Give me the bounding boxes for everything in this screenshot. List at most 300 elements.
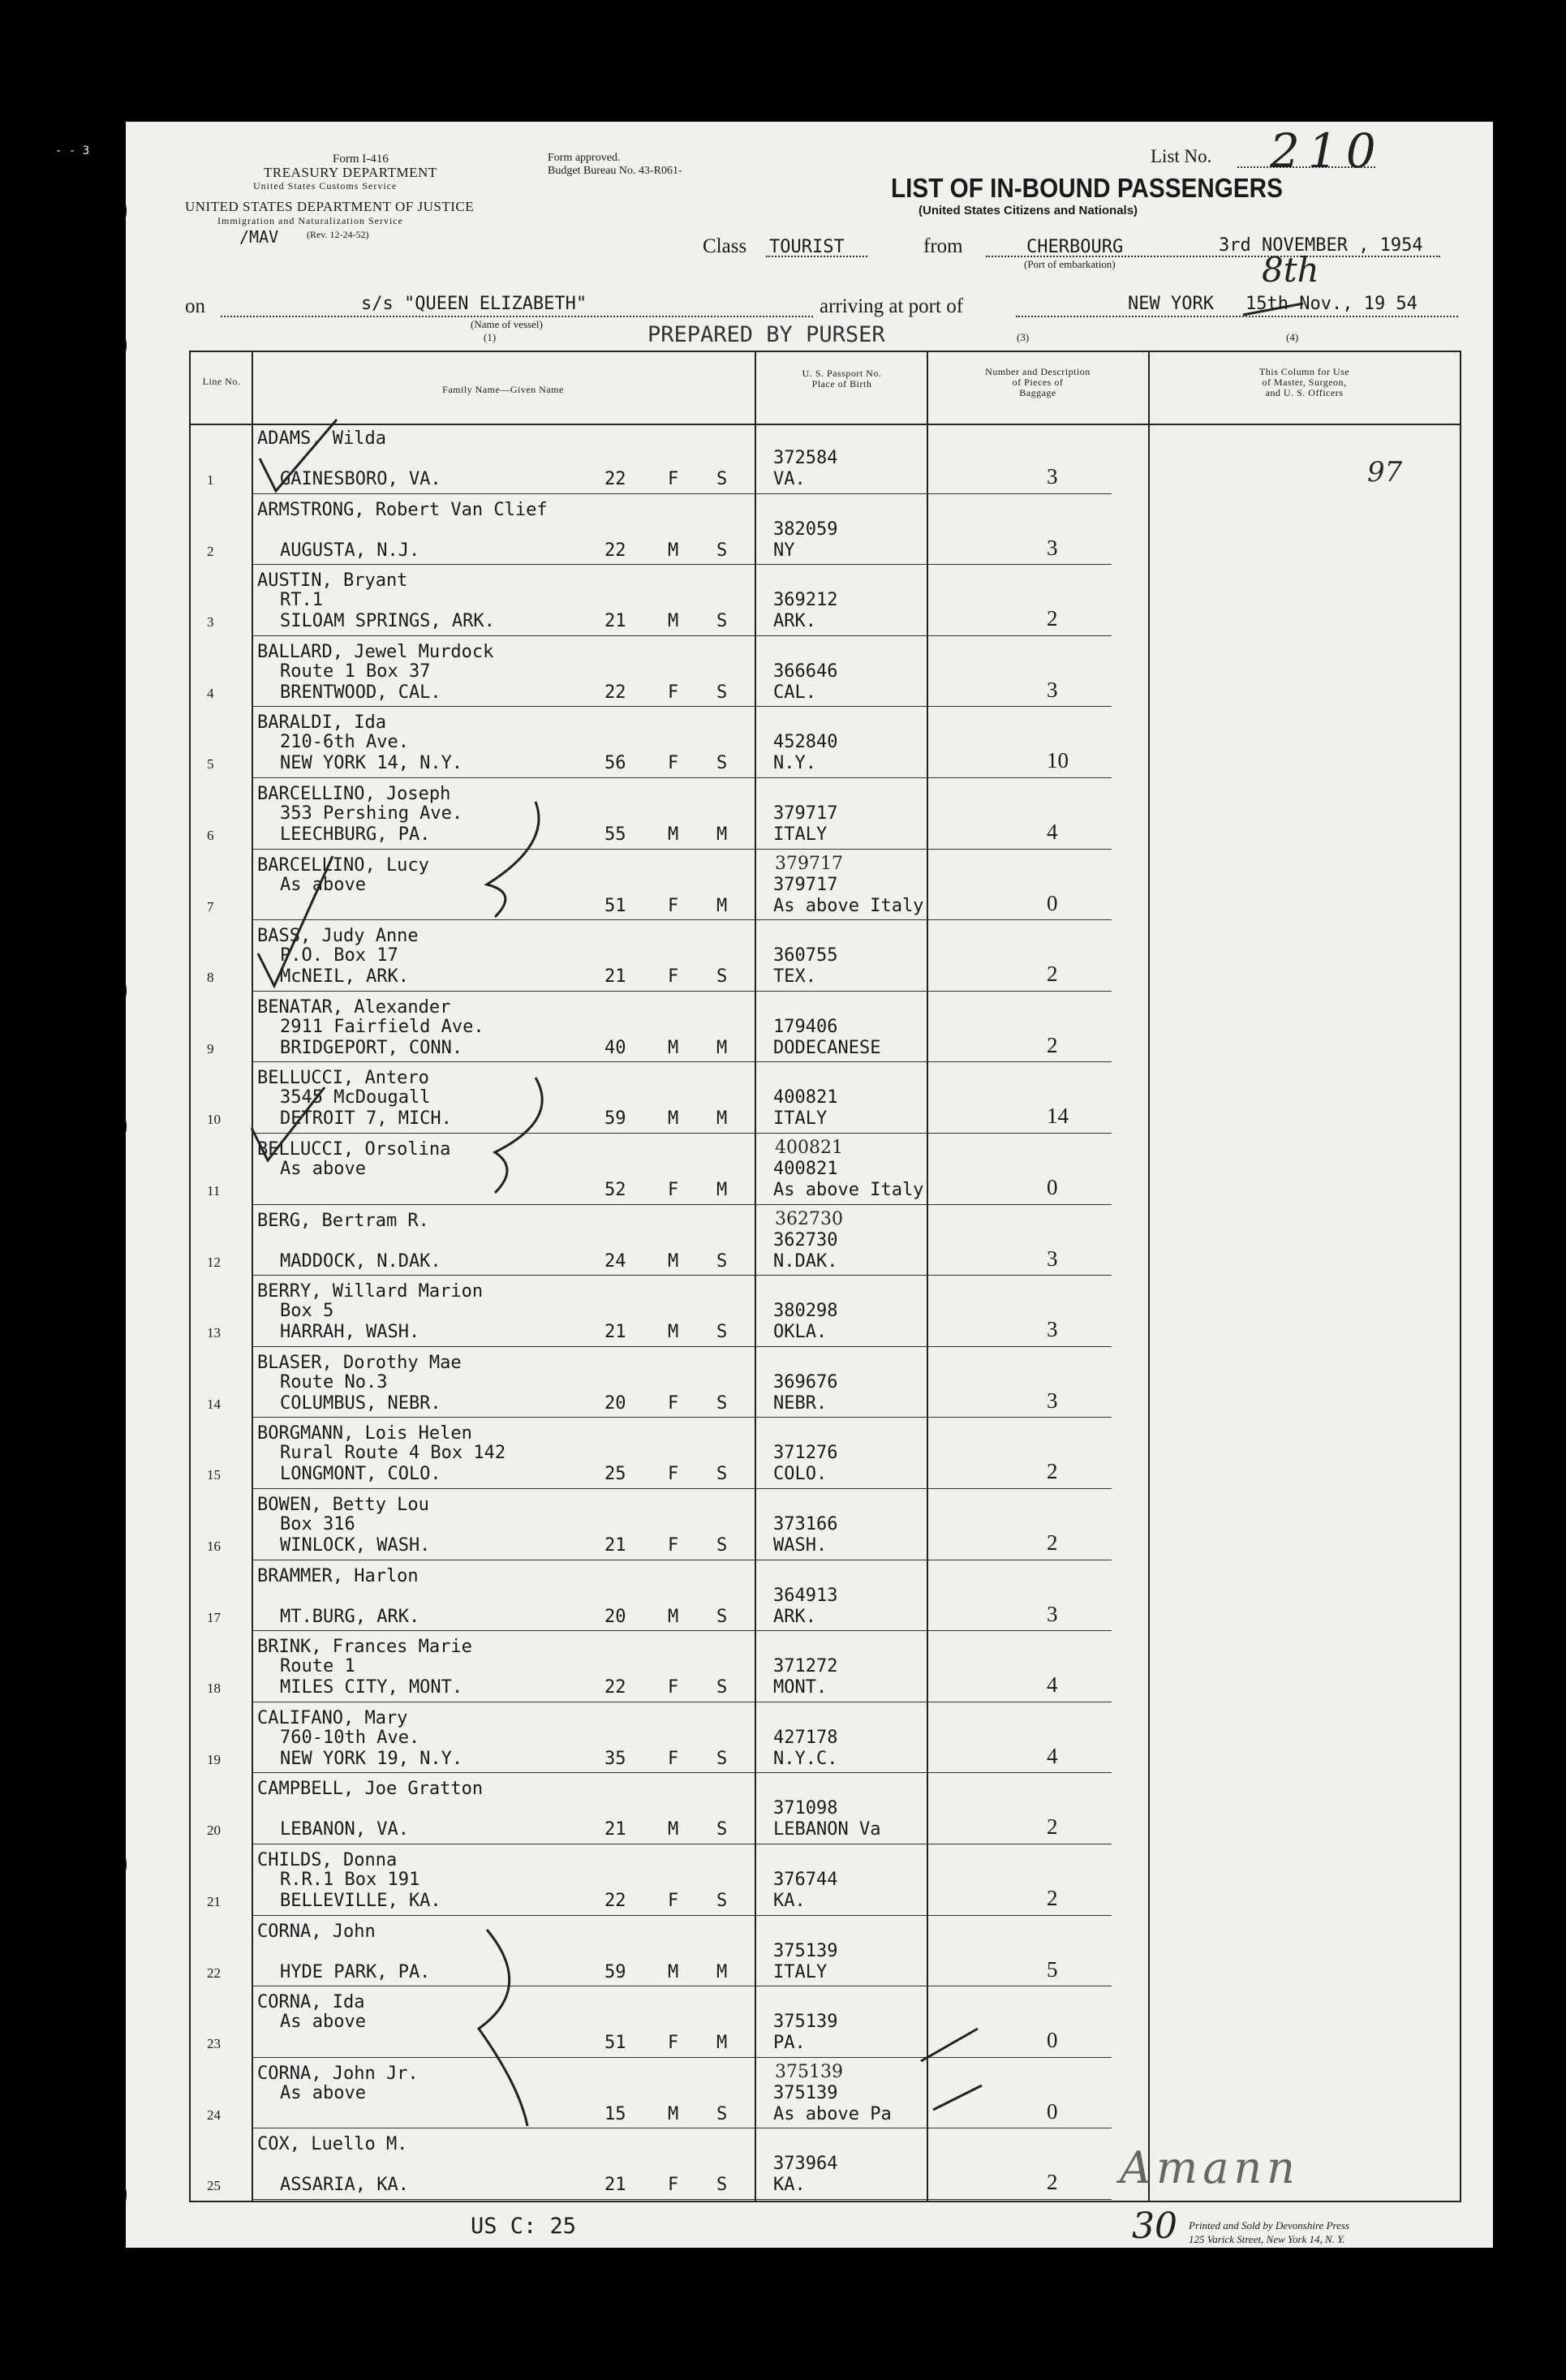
address-line2: LEECHBURG, PA. xyxy=(280,824,431,845)
passenger-name: BARCELLINO, Joseph xyxy=(257,784,451,804)
line-number: 18 xyxy=(207,1681,221,1697)
header-passport xyxy=(759,368,925,389)
port-of-embarkation: CHERBOURG xyxy=(1026,237,1124,257)
punch-hole xyxy=(89,1104,127,1149)
line-number: 1 xyxy=(207,472,214,488)
line-number: 23 xyxy=(207,2036,221,2052)
header-line-no: Line No. xyxy=(202,376,241,387)
check-mark xyxy=(252,848,341,994)
marital-status: S xyxy=(716,1392,728,1414)
place-of-birth: As above Italy xyxy=(773,1180,924,1200)
table-row xyxy=(191,2059,1460,2129)
place-of-birth: N.DAK. xyxy=(773,1250,838,1272)
row-divider xyxy=(252,1204,1112,1205)
address-line2: LEBANON, VA. xyxy=(280,1819,409,1840)
passport-number: 375139 xyxy=(773,1940,838,1961)
marital-status: S xyxy=(716,1535,728,1556)
table-row xyxy=(191,1206,1460,1276)
place-of-birth: ITALY xyxy=(773,824,828,845)
passport-number: 371276 xyxy=(773,1443,838,1464)
passenger-name: BRINK, Frances Marie xyxy=(257,1637,472,1658)
line-number: 7 xyxy=(207,898,214,915)
baggage-count: 3 xyxy=(1047,464,1058,488)
place-of-birth: VA. xyxy=(773,469,806,489)
table-row xyxy=(191,1987,1460,2058)
table-row xyxy=(191,1418,1460,1489)
line-number: 14 xyxy=(207,1396,221,1412)
baggage-count: 2 xyxy=(1047,2170,1058,2195)
baggage-count: 0 xyxy=(1047,1175,1058,1199)
address-line2: HARRAH, WASH. xyxy=(280,1322,420,1343)
passenger-name: CHILDS, Donna xyxy=(257,1850,398,1870)
sex: M xyxy=(668,824,679,845)
marital-status: S xyxy=(716,753,728,774)
form-approved: Form approved. xyxy=(548,152,621,164)
passenger-name: BELLUCCI, Orsolina xyxy=(257,1139,451,1160)
sex: M xyxy=(668,1322,679,1343)
table-row xyxy=(191,779,1460,850)
baggage-count: 4 xyxy=(1047,820,1058,844)
marital-status: S xyxy=(716,1322,728,1343)
place-of-birth: As above Pa xyxy=(773,2103,892,2124)
column-ref-3: (3) xyxy=(1017,331,1030,343)
punch-hole xyxy=(89,968,127,1014)
age: 15 xyxy=(604,2103,626,2124)
line-number: 12 xyxy=(207,1254,221,1270)
address-line1: 210-6th Ave. xyxy=(280,732,409,753)
sex: F xyxy=(668,1535,679,1556)
marital-status: M xyxy=(716,824,728,845)
row-divider xyxy=(252,1630,1112,1631)
marital-status: M xyxy=(716,1108,728,1130)
age: 55 xyxy=(604,824,626,845)
arriving-label: arriving at port of xyxy=(820,295,964,317)
sex: M xyxy=(668,611,679,632)
passenger-name: BRAMMER, Harlon xyxy=(257,1565,419,1586)
passport-number: 366646 xyxy=(773,661,838,682)
header-name: Family Name—Given Name xyxy=(442,384,564,395)
prepared-by: PREPARED BY PURSER xyxy=(647,322,885,347)
list-no-value: 210 xyxy=(1270,123,1384,179)
address-line1: Box 5 xyxy=(280,1301,334,1322)
table-row xyxy=(191,637,1460,708)
baggage-count: 10 xyxy=(1047,748,1069,773)
bracket-mark xyxy=(462,1071,560,1201)
address-line1: As above xyxy=(280,2082,366,2103)
age: 35 xyxy=(604,1748,626,1769)
address-line2: DETROIT 7, MICH. xyxy=(280,1108,452,1130)
marital-status: S xyxy=(716,682,728,703)
address-line2: BRENTWOOD, CAL. xyxy=(280,682,441,703)
age: 22 xyxy=(604,540,626,561)
vessel-name: s/s "QUEEN ELIZABETH" xyxy=(361,294,587,314)
row-divider xyxy=(252,1133,1112,1134)
table-row xyxy=(191,1703,1460,1774)
age: 56 xyxy=(604,753,626,774)
header-officers-line2: of Master, Surgeon, xyxy=(1262,377,1347,388)
place-of-birth: ITALY xyxy=(773,1108,828,1130)
row-divider xyxy=(252,1915,1112,1916)
place-of-birth: WASH. xyxy=(773,1535,828,1556)
citizen-total: US C: 25 xyxy=(471,2214,577,2239)
sex: M xyxy=(668,1250,679,1272)
row-divider xyxy=(252,849,1112,850)
handwritten-passport: 400821 xyxy=(775,1138,843,1158)
baggage-count: 0 xyxy=(1047,2098,1058,2124)
address-line1: R.R.1 Box 191 xyxy=(280,1870,420,1890)
place-of-birth: CAL. xyxy=(773,682,816,703)
sex: F xyxy=(668,2033,679,2054)
place-of-birth: COLO. xyxy=(773,1464,828,1485)
age: 22 xyxy=(604,682,626,703)
address-line1: 3545 McDougall xyxy=(280,1087,431,1108)
marital-status: S xyxy=(716,540,728,561)
marital-status: S xyxy=(716,966,728,988)
passenger-name: ARMSTRONG, Robert Van Clief xyxy=(257,499,548,520)
marital-status: S xyxy=(716,469,728,489)
address-line1: P.O. Box 17 xyxy=(280,945,398,966)
passport-number: 373166 xyxy=(773,1514,838,1534)
line-number: 15 xyxy=(207,1467,221,1483)
header-passport-line2: Place of Birth xyxy=(811,378,872,389)
line-number: 5 xyxy=(207,756,214,773)
handwritten-passport: 375139 xyxy=(775,2061,843,2082)
place-of-birth: ARK. xyxy=(773,611,816,632)
stamp-number: 30 xyxy=(1132,2206,1177,2247)
address-line2: MILES CITY, MONT. xyxy=(280,1677,463,1698)
table-row xyxy=(191,566,1460,636)
place-of-birth: As above Italy xyxy=(773,895,924,916)
baggage-count: 5 xyxy=(1047,1956,1058,1982)
age: 24 xyxy=(604,1250,626,1272)
age: 20 xyxy=(604,1392,626,1414)
arrival-date: 15th Nov., 19 54 xyxy=(1245,294,1418,314)
line-number: 13 xyxy=(207,1325,221,1341)
address-line1: Box 316 xyxy=(280,1514,355,1534)
passport-number: 372584 xyxy=(773,448,838,468)
age: 51 xyxy=(604,895,626,916)
on-label: on xyxy=(185,295,205,317)
address-line2: NEW YORK 14, N.Y. xyxy=(280,753,463,774)
address-line2: GAINESBORO, VA. xyxy=(280,469,441,489)
check-mark xyxy=(929,2081,986,2114)
header-baggage xyxy=(929,367,1147,398)
line-number: 10 xyxy=(207,1112,221,1128)
from-label: from xyxy=(923,235,963,257)
place-of-birth: NEBR. xyxy=(773,1392,828,1414)
marital-status: M xyxy=(716,1180,728,1200)
place-of-birth: PA. xyxy=(773,2033,806,2054)
age: 21 xyxy=(604,966,626,988)
sex: F xyxy=(668,966,679,988)
address-line1: As above xyxy=(280,874,366,895)
justice-dept: UNITED STATES DEPARTMENT OF JUSTICE xyxy=(185,199,475,214)
sex: F xyxy=(668,1464,679,1485)
dept-name: TREASURY DEPARTMENT xyxy=(264,165,437,180)
marital-status: S xyxy=(716,1891,728,1911)
row-divider xyxy=(252,1061,1112,1062)
marital-status: S xyxy=(716,2103,728,2124)
passport-number: 452840 xyxy=(773,732,838,753)
table-row xyxy=(191,1490,1460,1560)
passenger-name: CORNA, John xyxy=(257,1921,376,1942)
baggage-count: 3 xyxy=(1047,535,1058,560)
header-passport-line1: U. S. Passport No. xyxy=(802,368,882,379)
table-row xyxy=(191,921,1460,992)
age: 21 xyxy=(604,611,626,632)
address-line1: Route 1 xyxy=(280,1656,355,1677)
punch-hole xyxy=(89,188,127,234)
column-ref-4: (4) xyxy=(1286,331,1299,343)
table-row xyxy=(191,1276,1460,1347)
marital-status: M xyxy=(716,895,728,916)
address-line2: BELLEVILLE, KA. xyxy=(280,1891,441,1911)
baggage-count: 0 xyxy=(1047,890,1058,915)
row-divider xyxy=(252,991,1112,992)
age: 22 xyxy=(604,1891,626,1911)
place-of-birth: KA. xyxy=(773,1891,806,1911)
sex: M xyxy=(668,1606,679,1627)
baggage-count: 2 xyxy=(1047,1886,1058,1910)
baggage-count: 3 xyxy=(1047,677,1058,702)
baggage-count: 14 xyxy=(1047,1104,1069,1129)
row-divider xyxy=(252,2057,1112,2058)
check-mark xyxy=(243,1071,333,1168)
marital-status: S xyxy=(716,1819,728,1840)
passport-number: 379717 xyxy=(773,803,838,824)
address-line1: As above xyxy=(280,1159,366,1179)
header-officers xyxy=(1152,367,1456,398)
passenger-name: BLASER, Dorothy Mae xyxy=(257,1352,462,1373)
place-of-birth: N.Y. xyxy=(773,753,816,774)
line-number: 20 xyxy=(207,1823,221,1839)
check-mark xyxy=(917,2025,982,2065)
marital-status: S xyxy=(716,611,728,632)
address-line2: ASSARIA, KA. xyxy=(280,2175,409,2196)
row-divider xyxy=(252,706,1112,707)
sex: M xyxy=(668,540,679,561)
passenger-name: BARALDI, Ida xyxy=(257,712,386,734)
passport-number: 380298 xyxy=(773,1301,838,1322)
line-number: 11 xyxy=(207,1183,221,1199)
age: 21 xyxy=(604,1819,626,1840)
passport-number: 400821 xyxy=(773,1159,838,1179)
table-row xyxy=(191,708,1460,778)
budget-bureau: Budget Bureau No. 43-R061- xyxy=(548,165,682,177)
address-line2: MT.BURG, ARK. xyxy=(280,1606,420,1627)
marital-status: S xyxy=(716,2175,728,2196)
header-baggage-line2: of Pieces of xyxy=(1012,377,1064,388)
line-number: 9 xyxy=(207,1040,214,1057)
line-number: 8 xyxy=(207,970,214,986)
table-row xyxy=(191,1348,1460,1418)
sex: M xyxy=(668,1819,679,1840)
list-no-label: List No. xyxy=(1151,146,1212,166)
sex: F xyxy=(668,753,679,774)
row-divider xyxy=(252,635,1112,636)
departure-date: 3rd NOVEMBER , 1954 xyxy=(1219,235,1423,256)
revision: (Rev. 12-24-52) xyxy=(307,229,369,240)
sex: M xyxy=(668,1108,679,1130)
passport-number: 369212 xyxy=(773,590,838,611)
sex: F xyxy=(668,682,679,703)
form-number: Form I-416 xyxy=(333,153,389,166)
table-row xyxy=(191,495,1460,566)
row-divider xyxy=(252,493,1112,494)
table-row xyxy=(191,850,1460,921)
passport-number: 379717 xyxy=(773,874,838,895)
passenger-name: CORNA, Ida xyxy=(257,1992,365,2013)
marital-status: S xyxy=(716,1606,728,1627)
passport-number: 369676 xyxy=(773,1371,838,1392)
line-number: 2 xyxy=(207,543,214,559)
place-of-birth: KA. xyxy=(773,2175,806,2196)
sex: F xyxy=(668,895,679,916)
passenger-table xyxy=(189,351,1461,2202)
row-divider xyxy=(252,2199,1112,2200)
printer-line1: Printed and Sold by Devonshire Press xyxy=(1189,2219,1349,2232)
baggage-count: 4 xyxy=(1047,1743,1058,1768)
place-of-birth: ITALY xyxy=(773,1961,828,1982)
age: 25 xyxy=(604,1464,626,1485)
passport-number: 375139 xyxy=(773,2082,838,2103)
passport-number: 373964 xyxy=(773,2154,838,2175)
line-number: 24 xyxy=(207,2107,221,2123)
line-number: 3 xyxy=(207,614,214,631)
customs-name: United States Customs Service xyxy=(253,180,398,192)
age: 21 xyxy=(604,1535,626,1556)
age: 20 xyxy=(604,1606,626,1627)
class-label: Class xyxy=(703,235,747,257)
address-line1: Rural Route 4 Box 142 xyxy=(280,1443,506,1464)
age: 21 xyxy=(604,1322,626,1343)
passport-number: 364913 xyxy=(773,1585,838,1606)
age: 22 xyxy=(604,1677,626,1698)
passenger-name: AUSTIN, Bryant xyxy=(257,570,408,592)
baggage-count: 0 xyxy=(1047,2028,1058,2053)
strike-mark xyxy=(1241,297,1306,321)
passport-number: 371272 xyxy=(773,1656,838,1677)
class-value: TOURIST xyxy=(769,237,845,257)
address-line2: COLUMBUS, NEBR. xyxy=(280,1392,441,1414)
header-officers-line3: and U. S. Officers xyxy=(1265,387,1344,398)
passenger-name: CAMPBELL, Joe Gratton xyxy=(257,1779,484,1800)
port-caption: (Port of embarkation) xyxy=(1024,258,1116,270)
table-row xyxy=(191,424,1460,494)
place-of-birth: TEX. xyxy=(773,966,816,988)
address-line2: AUGUSTA, N.J. xyxy=(280,540,420,561)
handwritten-passport: 379717 xyxy=(775,853,843,874)
sex: M xyxy=(668,2103,679,2124)
line-number: 19 xyxy=(207,1751,221,1767)
punch-hole xyxy=(89,2172,127,2218)
address-line1: Route No.3 xyxy=(280,1371,388,1392)
sex: F xyxy=(668,2175,679,2196)
baggage-count: 2 xyxy=(1047,962,1058,987)
passenger-name: CORNA, John Jr. xyxy=(257,2063,419,2084)
sex: M xyxy=(668,1961,679,1982)
column-ref-1: (1) xyxy=(484,331,497,343)
passport-number: 179406 xyxy=(773,1016,838,1037)
line-number: 17 xyxy=(207,1609,221,1625)
table-row xyxy=(191,1774,1460,1844)
place-of-birth: DODECANESE xyxy=(773,1037,881,1058)
sex: F xyxy=(668,1392,679,1414)
place-of-birth: OKLA. xyxy=(773,1322,828,1343)
bracket-mark xyxy=(471,1923,552,2134)
sex: F xyxy=(668,1891,679,1911)
age: 52 xyxy=(604,1180,626,1200)
age: 21 xyxy=(604,2175,626,2196)
table-row xyxy=(191,1063,1460,1134)
page-title: LIST OF IN-BOUND PASSENGERS xyxy=(891,173,1283,203)
header-officers-line1: This Column for Use xyxy=(1258,366,1350,377)
age: 51 xyxy=(604,2033,626,2054)
passenger-name: BASS, Judy Anne xyxy=(257,926,419,947)
baggage-count: 2 xyxy=(1047,1032,1058,1057)
passport-number: 400821 xyxy=(773,1087,838,1108)
age: 40 xyxy=(604,1037,626,1058)
place-of-birth: N.Y.C. xyxy=(773,1748,838,1769)
line-number: 16 xyxy=(207,1539,221,1554)
sex: F xyxy=(668,1677,679,1698)
row-divider xyxy=(252,919,1112,920)
address-line1: 760-10th Ave. xyxy=(280,1727,420,1748)
vessel-caption: (Name of vessel) xyxy=(471,318,543,330)
baggage-count: 2 xyxy=(1047,1814,1058,1840)
officer-note: 97 xyxy=(1367,456,1403,488)
row-divider xyxy=(252,564,1112,565)
address-line2: NEW YORK 19, N.Y. xyxy=(280,1748,463,1769)
punch-hole xyxy=(89,1842,127,1887)
passenger-name: BORGMANN, Lois Helen xyxy=(257,1423,472,1444)
corner-mark: - - 3 xyxy=(55,144,90,157)
table-row xyxy=(191,1561,1460,1632)
place-of-birth: LEBANON Va xyxy=(773,1819,881,1840)
line-number: 25 xyxy=(207,2178,221,2194)
address-line2: WINLOCK, WASH. xyxy=(280,1535,431,1556)
table-row xyxy=(191,1845,1460,1916)
passport-number: 375139 xyxy=(773,2012,838,2033)
passport-number: 376744 xyxy=(773,1870,838,1890)
baggage-count: 3 xyxy=(1047,1317,1058,1342)
place-of-birth: ARK. xyxy=(773,1606,816,1627)
passenger-name: COX, Luello M. xyxy=(257,2134,408,2155)
marital-status: S xyxy=(716,1464,728,1485)
ins-name: Immigration and Naturalization Service xyxy=(217,215,403,226)
check-mark xyxy=(252,410,349,507)
passenger-name: BALLARD, Jewel Murdock xyxy=(257,641,494,662)
table-row xyxy=(191,1917,1460,1987)
marital-status: M xyxy=(716,1037,728,1058)
passport-number: 427178 xyxy=(773,1727,838,1748)
baggage-count: 2 xyxy=(1047,1459,1058,1484)
passenger-name: BENATAR, Alexander xyxy=(257,996,451,1018)
passenger-name: BERG, Bertram R. xyxy=(257,1210,429,1231)
arrival-port: NEW YORK xyxy=(1128,294,1214,314)
passenger-name: BOWEN, Betty Lou xyxy=(257,1495,429,1515)
sex: F xyxy=(668,1180,679,1200)
baggage-count: 2 xyxy=(1047,606,1058,631)
address-line2: HYDE PARK, PA. xyxy=(280,1961,431,1982)
sex: M xyxy=(668,1037,679,1058)
sex: F xyxy=(668,469,679,489)
passenger-name: BELLUCCI, Antero xyxy=(257,1068,429,1089)
passport-number: 362730 xyxy=(773,1229,838,1250)
address-line2: LONGMONT, COLO. xyxy=(280,1464,441,1485)
page-subtitle: (United States Citizens and Nationals) xyxy=(919,204,1138,217)
row-divider xyxy=(252,1417,1112,1418)
